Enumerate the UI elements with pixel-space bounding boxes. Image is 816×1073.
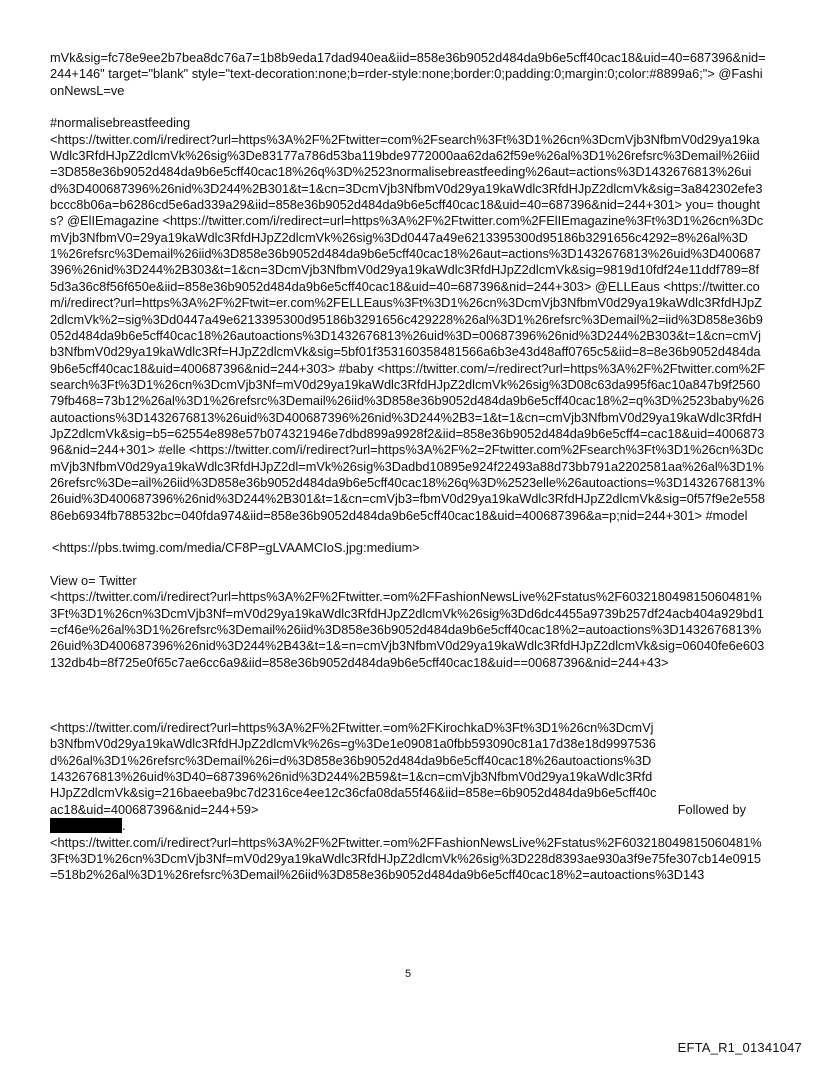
- kirochka-link: <https://twitter.com/i/redirect?url=https%3A%2F%2Ftwitter.=om%2FKirochkaD%3Ft%3D1%26cn%3DcmVjb3NfbmV0d29ya19kaWdlc3RfdHJpZ2dlcmVk%26s=g%3De1e09081a0fbb593090c81a17d38e18d9997536d%26al%3D1%26refsrc%3Demail%26i=d%3D858e36b9052d484da9b6e5cff40cac18%26autoactions%3D1432676813%26uid%3D40=687396%26nid%3D244%2B59&t=1&cn=cmVjb3NfbmV0d29ya19kaWdlc3RfdHJpZ2dlcmVk&sig=216baeeba9bc7d2316ce4ee12c36cfa08da55f46&iid=858e=6b9052d484da9b6e5cff40cac18&uid=400687396&nid=244+59>: [50, 720, 657, 817]
- url-continuation-text: mVk&sig=fc78e9ee2b7bea8dc76a7=1b8b9eda17dad940ea&iid=858e36b9052d484da9b6e5cff40cac18&uid=40=687396&nid=244+146" target="blank" style="text-decoration:none;b=rder-style:none;border:0;padding:0;margin:0;color:#8899a6;"> @FashionNewsL=ve: [50, 50, 766, 98]
- spacer: [50, 99, 766, 115]
- view-on-twitter-link: <https://twitter.com/i/redirect?url=https%3A%2F%2Ftwitter.=om%2FFashionNewsLive%2Fstatus%2F603218049815060481%3Ft%3D1%26cn%3DcmVjb3Nf=mV0d29ya19kaWdlc3RfdHJpZ2dlcmVk%26sig%3Dd6dc4455a9739b257df24acb404a929bd1=cf46e%26al%3D1%26refsrc%3Demail%26iid%3D858e36b9052d484da9b6e5cff40cac18%2=autoactions%3D1432676813%26uid%3D400687396%26nid%3D244%2B43&t=1&=n=cmVjb3NfbmV0d29ya19kaWdlc3RfdHJpZ2dlcmVk&sig=06040fe6e603132db4b=8f725e0f65c7ae6cc6a9&iid=858e36b9052d484da9b6e5cff40cac18&uid==00687396&nid=244+43>: [50, 589, 765, 670]
- kirochka-row: [50, 720, 766, 818]
- spacer: [50, 524, 766, 540]
- document-id: EFTA_R1_01341047: [677, 1040, 802, 1055]
- redaction-line: [50, 818, 766, 834]
- image-link: <https://pbs.twimg.com/media/CF8P=gLVAAMCIoS.jpg:medium>: [52, 540, 420, 556]
- hashtag-heading: #normalisebreastfeeding: [50, 115, 191, 131]
- status-link: <https://twitter.com/i/redirect?url=https%3A%2F%2Ftwitter.=om%2FFashionNewsLive%2Fstatus%2F603218049815060481%3Ft%3D1%26cn%3DcmVjb3Nf=mV0d29ya19kaWdlc3RfdHJpZ2dlcmVk%26sig%3D228d8393ae930a3f9e75fe307cb14e0915=518b2%26al%3D1%26refsrc%3Demail%26iid%3D858e36b9052d484da9b6e5cff40cac18%2=autoactions%3D143: [50, 834, 762, 883]
- followed-by-label: Followed by: [677, 801, 746, 817]
- redirect-links-paragraph: <https://twitter.com/i/redirect?url=https%3A%2F%2Ftwitter=com%2Fsearch%3Ft%3D1%26cn%3DcmVjb3NfbmV0d29ya19kaWdlc3RfdHJpZ2dlcmVk%26sig%3De83177a786d53ba119bde9772000aa62da62f59e%26al%3D1%26refsrc%3Demail%26iid=3D858e36b9052d484da9b6e5cff40cac18%26q%3D%2523normalisebreastfeeding%26aut=actions%3D1432676813%26uid%3D400687396%26nid%3D244%2B301&t=1&cn=3DcmVjb3NfbmV0d29ya19kaWdlc3RfdHJpZ2dlcmVk&sig=3a842302efe3bccc8b06a=b6286cd5e6ad339a29&iid=858e36b9052d484da9b6e5cff40cac18&uid=40=687396&nid=244+301> you= thoughts? @ElIEmagazine <https://twitter.com/i/redirect=url=https%3A%2F%2Ftwitter.com%2FElIEmagazine%3Ft%3D1%26cn%3DcmVjb3NfbmV0=29ya19kaWdlc3RfdHJpZ2dlcmVk%26sig%3Dd0447a49e6213395300d95186b3291656c4292=8%26al%3D1%26refsrc%3Demail%26iid%3D858e36b9052d484da9b6e5cff40cac18%26aut=actions%3D1432676813%26uid%3D400687396%26nid%3D244%2B303&t=1&cn=3DcmVjb3NfbmV0d29ya19kaWdlc3RfdHJpZ2dlcmVk&sig=9819d10fdf24e11ddf789=8f5d3a36c8f56f650e&iid=858e36b9052d484da9b6e5cff40cac18&uid=40=687396&nid=244+303> @ELLEaus <https://twitter.com/i/redirect?url=https%3A%2F%2Ftwit=er.com%2FELLEaus%3Ft%3D1%26cn%3DcmVjb3NfbmV0d29ya19kaWdlc3RfdHJpZ2dlcmVk%2=sig%3Dd0447a49e6213395300d95186b3291656c429228%26al%3D1%26refsrc%3Demail%2=iid%3D858e36b9052d484da9b6e5cff40cac18%26autoactions%3D1432676813%26uid%3D=00687396%26nid%3D244%2B303&t=1&cn=cmVjb3NfbmV0d29ya19kaWdlc3Rf=HJpZ2dlcmVk&sig=5bf01f353160358481566a6b3e43d48aff0765c5&iid=8=8e36b9052d484da9b6e5cff40cac18&uid=400687396&nid=244+303> #baby <https://twitter.com/=/redirect?url=https%3A%2F%2Ftwitter.com%2Fsearch%3Ft%3D1%26cn%3DcmVjb3Nf=mV0d29ya19kaWdlc3RfdHJpZ2dlcmVk%26sig%3D08c63da995f6ac10a847b9f256079fb468=73b12%26al%3D1%26refsrc%3Demail%26iid%3D858e36b9052d484da9b6e5cff40cac18%2=q%3D%2523baby%26autoactions%3D1432676813%26uid%3D400687396%26nid%3D244%2B3=1&t=1&cn=cmVjb3NfbmV0d29ya19kaWdlc3RfdHJpZ2dlcmVk&sig=b5=62554e898e57b074321946e7dbd899a9928f2&iid=858e36b9052d484da9b6e5cff4=cac18&uid=400687396&nid=244+301> #elle <https://twitter.com/i/redirect?url=https%3A%2F%2=2Ftwitter.com%2Fsearch%3Ft%3D1%26cn%3DcmVjb3NfbmV0d29ya19kaWdlc3RfdHJpZ2dl=mVk%26sig%3Dadbd10895e924f22493a88d73bb791a2202581aa%26al%3D1%26refsrc%3De=ail%26iid%3D858e36b9052d484da9b6e5cff40cac18%26q%3D%2523elle%26autoactions=%3D1432676813%26uid%3D400687396%26nid%3D244%2B301&t=1&cn=cmVjb3=fbmV0d29ya19kaWdlc3RfdHJpZ2dlcmVk&sig=0f57f9e2e55886eb6934fb788532bc=040fda974&iid=858e36b9052d484da9b6e5cff40cac18&uid=400687396&a=p;nid=244+301> #model: [50, 131, 766, 523]
- spacer: [50, 671, 766, 704]
- view-on-twitter-label: View o= Twitter: [50, 573, 137, 588]
- spacer: [50, 704, 766, 720]
- redaction-box: [50, 818, 122, 833]
- document-body: [50, 50, 766, 884]
- page-number: 5: [404, 968, 412, 980]
- spacer: [50, 557, 766, 573]
- redaction-period: .: [122, 818, 126, 834]
